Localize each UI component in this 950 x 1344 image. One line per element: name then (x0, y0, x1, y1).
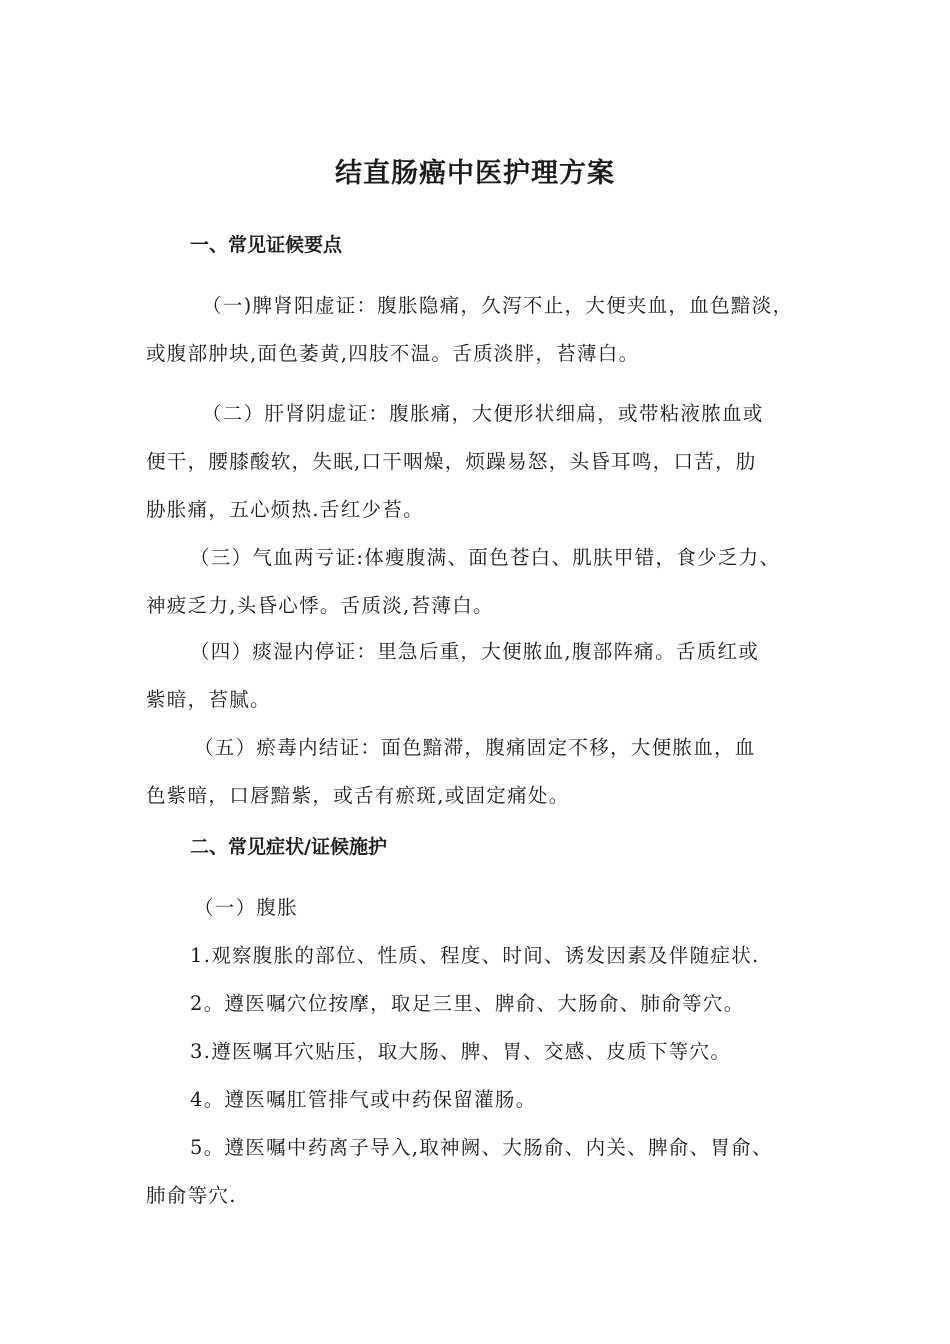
list-item-1 (146, 932, 836, 980)
paragraph-syndrome-4 (146, 628, 836, 724)
paragraph-line: （二）肝肾阴虚证：腹胀痛，大便形状细扁，或带粘液脓血或 (202, 402, 764, 425)
paragraph-syndrome-1 (146, 282, 836, 378)
paragraph-line: 1.观察腹胀的部位、性质、程度、时间、诱发因素及伴随症状. (190, 944, 760, 967)
list-item-4 (146, 1076, 836, 1124)
list-item-5 (146, 1124, 836, 1220)
paragraph-line: 便干，腰膝酸软，失眠,口干咽燥，烦躁易怒，头昏耳鸣，口苦，肋 (146, 450, 757, 473)
paragraph-syndrome-3 (146, 534, 836, 630)
section-heading-2: 二、常见症状/证候施护 (190, 836, 387, 858)
list-item-3 (146, 1028, 836, 1076)
paragraph-line: （一)脾肾阳虚证：腹胀隐痛，久泻不止，大便夹血，血色黯淡， (202, 294, 794, 317)
subheading-bloating (146, 884, 836, 932)
document-title: 结直肠癌中医护理方案 (335, 158, 615, 189)
paragraph-line: 紫暗，苔腻。 (146, 688, 271, 711)
paragraph-line: 3.遵医嘱耳穴贴压，取大肠、脾、胃、交感、皮质下等穴。 (190, 1040, 732, 1063)
paragraph-line: 色紫暗，口唇黯紫，或舌有瘀斑,或固定痛处。 (146, 784, 570, 807)
paragraph-line: 胁胀痛，五心烦热.舌红少苔。 (146, 498, 424, 521)
paragraph-line: 或腹部肿块,面色萎黄,四肢不温。舌质淡胖，苔薄白。 (146, 342, 640, 365)
paragraph-line: （一）腹胀 (194, 896, 299, 919)
list-item-2 (146, 980, 836, 1028)
paragraph-line: （四）痰湿内停证：里急后重，大便脓血,腹部阵痛。舌质红或 (190, 640, 760, 663)
paragraph-line: （五）瘀毒内结证：面色黯滞，腹痛固定不移，大便脓血，血 (194, 736, 756, 759)
section-heading-1: 一、常见证候要点 (190, 234, 343, 256)
paragraph-line: 肺俞等穴. (146, 1184, 237, 1207)
paragraph-syndrome-2 (146, 390, 836, 534)
paragraph-line: 4。遵医嘱肛管排气或中药保留灌肠。 (190, 1088, 537, 1111)
paragraph-line: 5。遵医嘱中药离子导入,取神阙、大肠俞、内关、脾俞、胃俞、 (190, 1136, 773, 1159)
paragraph-line: （三）气血两亏证:体瘦腹满、面色苍白、肌肤甲错，食少乏力、 (190, 546, 781, 569)
paragraph-line: 2。遵医嘱穴位按摩，取足三里、脾俞、大肠俞、肺俞等穴。 (190, 992, 745, 1015)
paragraph-syndrome-5 (146, 724, 836, 820)
paragraph-line: 神疲乏力,头昏心悸。舌质淡,苔薄白。 (146, 594, 494, 617)
